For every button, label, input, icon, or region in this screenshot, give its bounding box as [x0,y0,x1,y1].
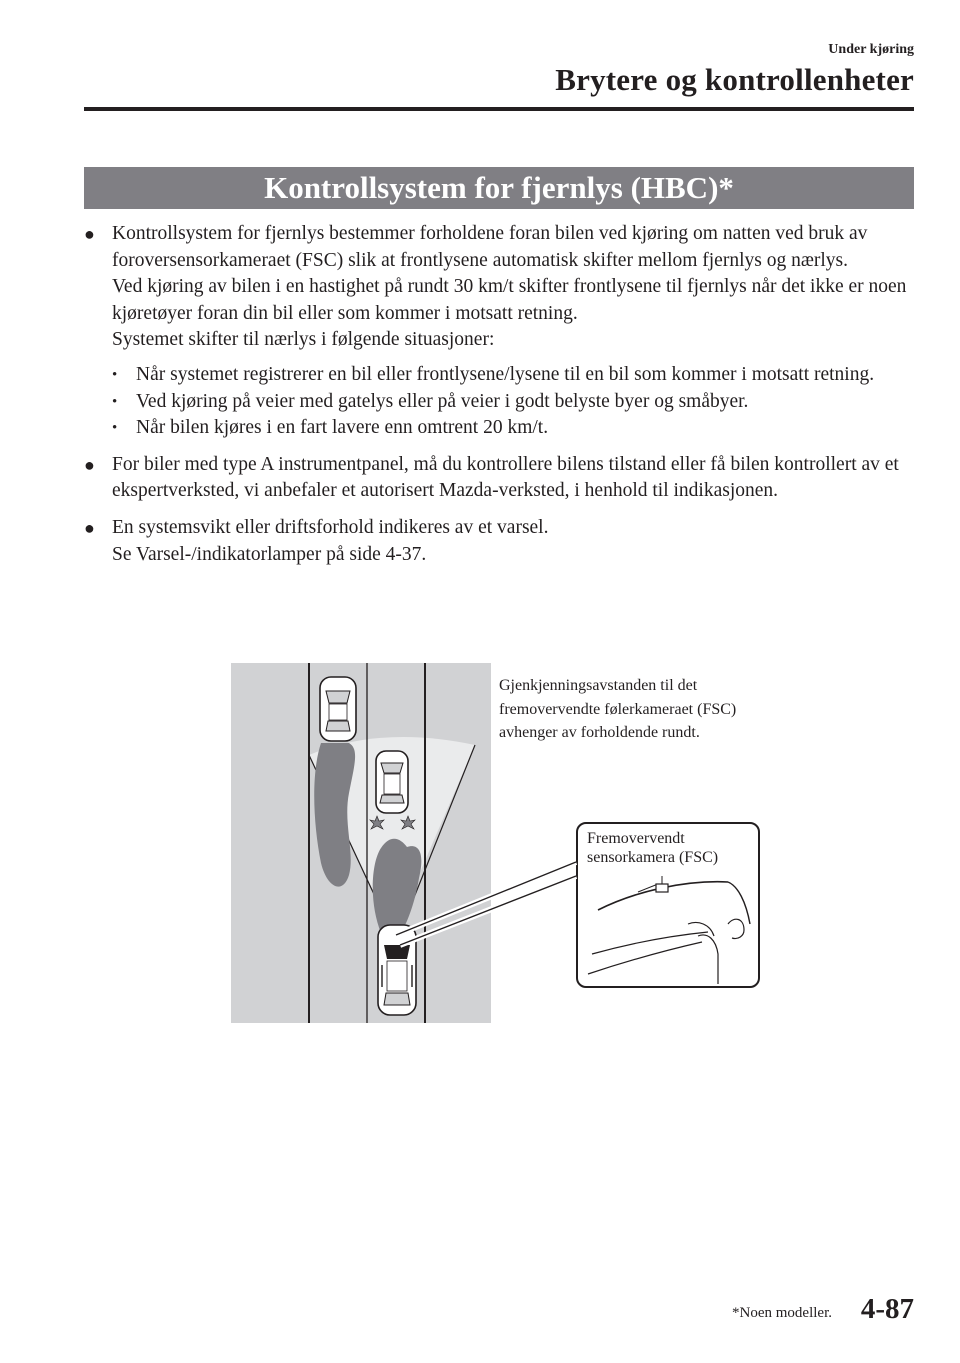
car-ahead [376,751,408,813]
camera-callout-line-1: Fremovervendt [587,830,685,847]
page-number: 4-87 [860,1293,914,1325]
road-illustration [231,663,491,1023]
bullet-item-2 [84,452,914,505]
sub-list-item [112,415,914,442]
bullet-1-line-1: Kontrollsystem for fjernlys bestemmer forholdene foran bilen ved kjøring om natten ved bruk av foroversensorkameraet (FSC) slik at frontlysene automatisk skifter mellom fjernlys og nærlys. [112,223,868,271]
camera-icon [656,876,668,892]
bullet-item-1 [84,221,914,442]
header-section-label: Under kjøring [828,42,914,57]
section-title-bar: Kontrollsystem for fjernlys (HBC)* [84,167,914,209]
sub-item-text: Ved kjøring på veier med gatelys eller på veier i godt belyste byer og småbyer. [136,390,749,412]
sub-list-item [112,389,914,416]
bullet-1-line-3: Systemet skifter til nærlys i følgende situasjoner: [112,329,495,351]
bullet-item-3 [84,515,914,568]
bullet-2-text: For biler med type A instrumentpanel, må du kontrollere bilens tilstand eller få bilen kontrollert av et ekspertverksted, vi anbefaler et autorisert Mazda-verksted, i henhold til indikasjonen. [112,453,899,502]
camera-callout-line-2: sensorkamera (FSC) [587,849,719,866]
sub-item-text: Når systemet registrerer en bil eller frontlysene/lysene til en bil som kommer i motsatt retning. [136,363,875,385]
bullet-1-line-2: Ved kjøring av bilen i en hastighet på rundt 30 km/t skifter frontlysene til fjernlys når det ikke er noen kjøretøyer foran din bil eller som kommer i motsatt retning. [112,276,907,324]
bullet-icon: ● [84,454,95,475]
footnote: *Noen modeller. [732,1305,832,1321]
bullet-icon: ● [84,224,95,244]
oncoming-car [320,677,356,741]
bullet-3-line-1: En systemsvikt eller driftsforhold indikeres av et varsel. [112,516,549,538]
bullet-3-line-2: Se Varsel-/indikatorlamper på side 4-37. [112,543,427,565]
sub-item-text: Når bilen kjøres i en fart lavere enn omtrent 20 km/t. [136,417,549,439]
sub-list [112,362,914,442]
sub-bullet-icon: • [112,366,118,383]
header-rule [84,107,914,111]
sub-bullet-icon: • [112,420,118,437]
bullet-icon: ● [84,517,95,538]
range-callout-text: Gjenkjenningsavstanden til det fremovervendte følerkameraet (FSC) avhenger av forholdende rundt. [499,677,737,741]
body-text [84,221,914,568]
sub-bullet-icon: • [112,393,118,410]
camera-callout-text [587,829,718,867]
sub-list-item [112,362,914,389]
page-title: Brytere og kontrollenheter [555,62,914,97]
own-car [378,925,416,1015]
